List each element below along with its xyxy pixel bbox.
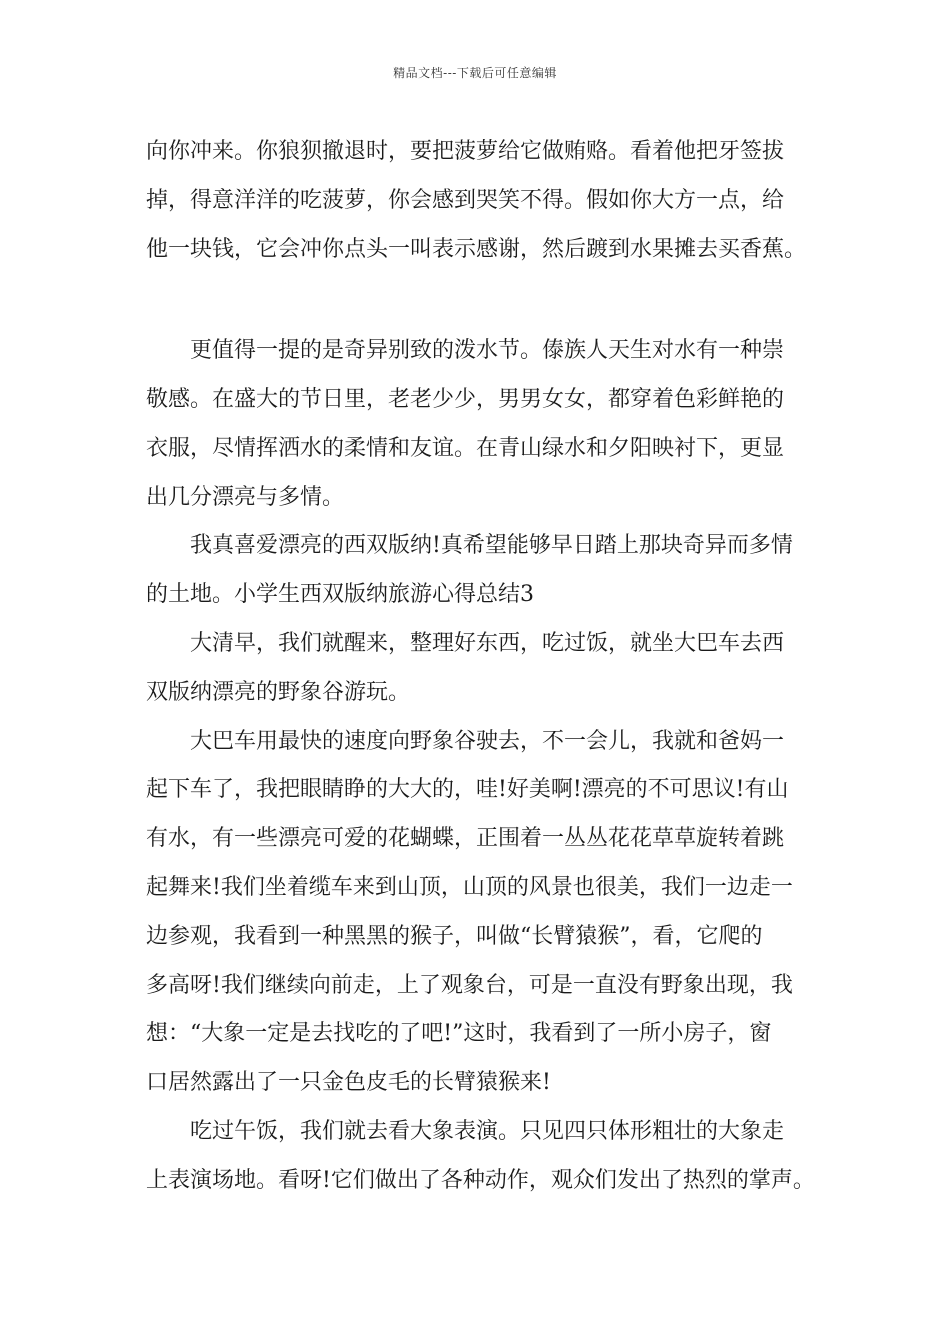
text-line: 想：“大象一定是去找吃的了吧!”这时，我看到了一所小房子，窗: [146, 1021, 772, 1047]
text-line: 上表演场地。看呀!它们做出了各种动作，观众们发出了热烈的掌声。: [146, 1167, 815, 1193]
text-line: 有水，有一些漂亮可爱的花蝴蝶，正围着一丛丛花花草草旋转着跳: [146, 826, 785, 852]
text-line: 起舞来!我们坐着缆车来到山顶，山顶的风景也很美，我们一边走一: [146, 874, 793, 900]
document-body: [146, 128, 826, 1206]
page-header: 精品文档---下载后可任意编辑: [393, 66, 557, 80]
paragraph-gap: [146, 274, 826, 323]
text-line: 向你冲来。你狼狈撤退时，要把菠萝给它做贿赂。看着他把牙签拔: [146, 139, 785, 164]
text-line: 起下车了，我把眼睛睁的大大的，哇!好美啊!漂亮的不可思议!有山: [146, 777, 789, 803]
text-line: 大巴车用最快的速度向野象谷驶去，不一会儿，我就和爸妈一: [146, 728, 785, 754]
text-line: 衣服，尽情挥洒水的柔情和友谊。在青山绿水和夕阳映衬下，更显: [146, 435, 785, 461]
text-line: 更值得一提的是奇异别致的泼水节。傣族人天生对水有一种崇: [146, 338, 785, 364]
text-line: 他一块钱，它会冲你点头一叫表示感谢，然后踱到水果摊去买香蕉。: [146, 236, 807, 262]
text-line: 边参观，我看到一种黑黑的猴子，叫做“长臂猿猴”，看，它爬的: [146, 923, 763, 949]
text-line: 口居然露出了一只金色皮毛的长臂猿猴来!: [146, 1070, 551, 1096]
text-line: 多高呀!我们继续向前走，上了观象台，可是一直没有野象出现，我: [146, 972, 793, 998]
text-line: 大清早，我们就醒来，整理好东西，吃过饭，就坐大巴车去西: [146, 630, 785, 656]
text-line: 吃过午饭，我们就去看大象表演。只见四只体形粗壮的大象走: [146, 1118, 785, 1144]
text-line: 双版纳漂亮的野象谷游玩。: [146, 679, 411, 705]
text-line: 的土地。小学生西双版纳旅游心得总结3: [146, 582, 534, 608]
text-line: 我真喜爱漂亮的西双版纳!真希望能够早日踏上那块奇异而多情: [146, 533, 793, 559]
text-line: 掉，得意洋洋的吃菠萝，你会感到哭笑不得。假如你大方一点，给: [146, 187, 785, 213]
text-line: 出几分漂亮与多情。: [146, 484, 345, 510]
text-line: 敬感。在盛大的节日里，老老少少，男男女女，都穿着色彩鲜艳的: [146, 386, 785, 412]
